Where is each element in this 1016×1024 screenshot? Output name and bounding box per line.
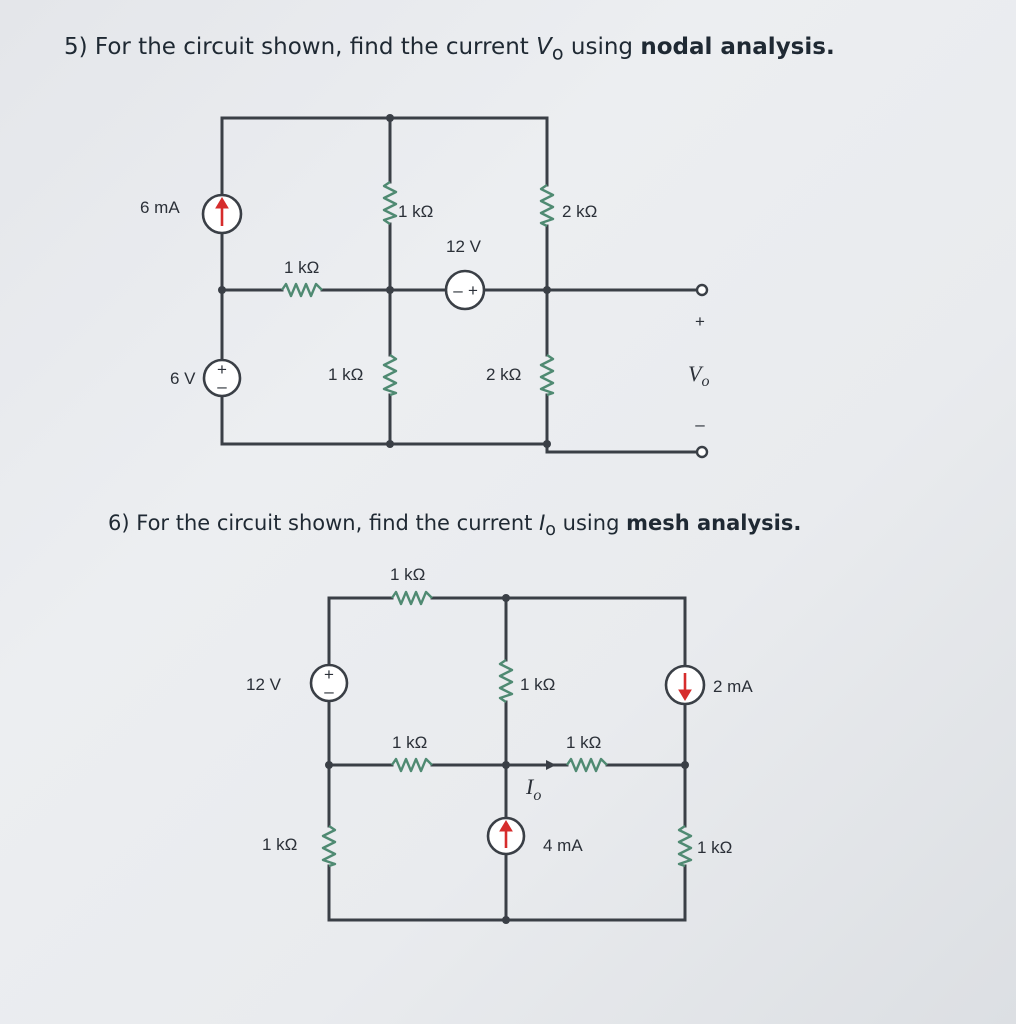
c1-output-minus: – xyxy=(695,415,705,434)
c2-node-center xyxy=(502,761,510,769)
c2-node-bottom xyxy=(502,916,510,924)
problem-5-using: using xyxy=(563,34,641,60)
c1-vs-mid-minus: – xyxy=(453,281,463,300)
c2-resistor-top xyxy=(392,592,432,604)
c1-label-r-bottom-mid: 1 kΩ xyxy=(328,365,364,384)
problem-5-variable-sub: o xyxy=(551,41,564,65)
c1-output-plus: + xyxy=(695,312,705,331)
problem-5-variable: V xyxy=(536,34,552,60)
c1-vs-mid-plus: + xyxy=(468,281,478,300)
c1-label-r-top-right: 2 kΩ xyxy=(562,202,598,221)
c2-resistor-mid-right xyxy=(567,759,607,771)
c2-label-r-bottom-left: 1 kΩ xyxy=(262,835,298,854)
c2-vs-plus: + xyxy=(324,665,334,684)
c2-label-4ma: 4 mA xyxy=(543,836,583,855)
problem-6-variable-sub: o xyxy=(545,520,556,541)
c2-label-r-bottom-right: 1 kΩ xyxy=(697,838,733,857)
problem-5-method: nodal analysis. xyxy=(640,34,835,60)
c2-label-r-mid-right: 1 kΩ xyxy=(566,733,602,752)
c1-label-r-top-mid: 1 kΩ xyxy=(398,202,434,221)
c1-vs-left-minus: – xyxy=(217,377,227,396)
c1-label-6ma: 6 mA xyxy=(140,198,180,217)
problem-6-number: 6) xyxy=(108,511,130,535)
c2-label-r-top: 1 kΩ xyxy=(390,565,426,584)
problem-6-variable: I xyxy=(539,511,546,535)
c2-label-io: $I_o$ xyxy=(526,774,542,804)
problem-5-number: 5) xyxy=(64,34,88,60)
c2-resistor-bottom-right xyxy=(679,826,691,866)
c1-vs-left-plus: + xyxy=(217,360,227,379)
problem-5-text: For the circuit shown, find the current xyxy=(94,34,537,60)
problem-6-using: using xyxy=(556,511,627,535)
c1-output-voltage: $V_o$ xyxy=(688,361,710,390)
c1-label-r-bottom-right: 2 kΩ xyxy=(486,365,522,384)
c2-node-top xyxy=(502,594,510,602)
c1-label-6v: 6 V xyxy=(170,369,196,388)
c1-label-r-horizontal: 1 kΩ xyxy=(284,258,320,277)
c2-node-left xyxy=(325,761,333,769)
c2-resistor-mid-left xyxy=(392,759,432,771)
c2-wire-top-right xyxy=(432,598,685,665)
problem-6-text: For the circuit shown, find the current xyxy=(136,511,540,535)
problem-6-method: mesh analysis. xyxy=(626,511,802,535)
c2-label-r-mid-left: 1 kΩ xyxy=(392,733,428,752)
c2-label-2ma: 2 mA xyxy=(713,677,753,696)
c2-resistor-mid-vertical xyxy=(500,660,512,702)
c2-resistor-bottom-left xyxy=(323,826,335,866)
right-arrow-icon xyxy=(546,760,556,770)
c2-label-12v: 12 V xyxy=(246,675,281,694)
c2-node-right xyxy=(681,761,689,769)
c2-label-r-mid-vertical: 1 kΩ xyxy=(520,675,556,694)
c2-vs-minus: – xyxy=(324,682,334,701)
c1-label-12v: 12 V xyxy=(446,237,481,256)
